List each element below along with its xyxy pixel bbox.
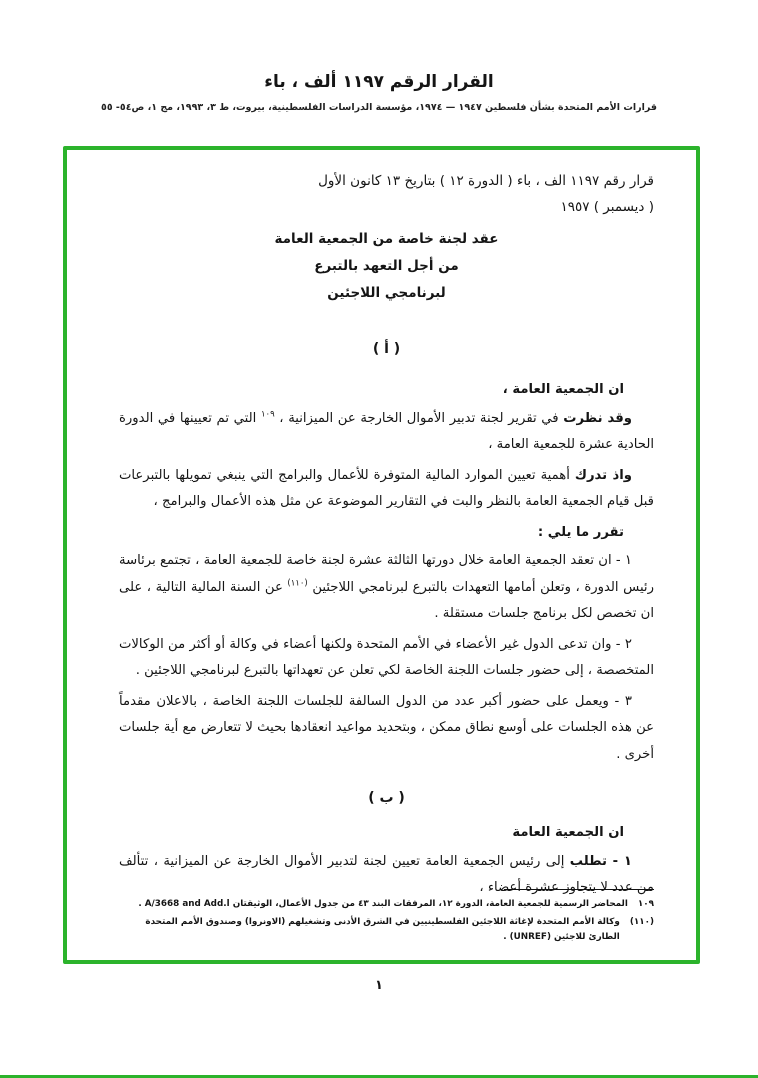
- resolution-subject-line1: عقد لجنة خاصة من الجمعية العامة: [274, 231, 499, 247]
- resolution-subject-line3: لبرنامجي اللاجئين: [327, 285, 446, 301]
- page-number: ١: [375, 978, 383, 993]
- document-header: [0, 0, 758, 113]
- resolution-heading-line1: قرار رقم ١١٩٧ الف ، باء ( الدورة ١٢ ) بتاريخ ١٣ كانون الأول: [318, 173, 654, 189]
- page-title: القرار الرقم ١١٩٧ ألف ، باء: [264, 72, 494, 92]
- resolution-frame: [63, 146, 700, 964]
- footnote-110: [119, 915, 654, 944]
- item-text: إلى رئيس الجمعية العامة تعيين لجنة لتدبير الأموال الخارجة عن الميزانية ، تتألف من عدد لا يتجاوز عشرة أعضاء ،: [119, 853, 654, 895]
- resolution-heading: [119, 168, 654, 220]
- item-lead: ١ - تطلب: [569, 853, 632, 869]
- section-a-paragraph-1: [119, 406, 654, 459]
- paragraph-text: في تقرير لجنة تدبير الأموال الخارجة عن الميزانية ،: [279, 410, 559, 426]
- item-text: عن السنة المالية التالية ، على ان تخصص لكل برنامج جلسات مستقلة .: [119, 579, 654, 621]
- footnote-text: وكالة الأمم المتحدة لإغاثة اللاجئين الفلسطينيين في الشرق الأدنى وتشغيلهم (الاونروا) وصندوق الأمم المتحدة الطارئ للاجئين (UNREF) .: [145, 917, 620, 942]
- footnote-ref-109: ١٠٩: [260, 409, 275, 420]
- paragraph-lead: واذ تدرك: [574, 467, 632, 483]
- section-b-label: ( ب ): [368, 790, 405, 806]
- footnotes-section: [119, 889, 654, 949]
- footnote-text: المحاضر الرسمية للجمعية العامة، الدورة ١٢، المرفقات البند ٤٣ من جدول الأعمال، الوثيقتان A/3668 and Add.l .: [138, 898, 628, 909]
- section-b-intro: ان الجمعية العامة: [512, 825, 624, 840]
- paragraph-text: أهمية تعيين الموارد المالية المتوفرة للأعمال والبرامج التي ينبغي تمويلها بالتبرعات قبل قيام الجمعية العامة بالنظر والبت في التقارير الموضوعة عن مثل هذه الأعمال والبرامج ،: [119, 467, 654, 509]
- section-a-item-1: [119, 548, 654, 628]
- section-a-item-2: ٢ - وان تدعى الدول غير الأعضاء في الأمم المتحدة ولكنها أعضاء في وكالة أو أكثر من الوكالات المتخصصة ، إلى حضور جلسات اللجنة الخاصة لكي تعلن عن تعهداتها بالتبرع لبرنامجي اللاجئين .: [119, 636, 654, 678]
- resolution-heading-line2: ( ديسمبر ) ١٩٥٧: [560, 199, 654, 215]
- footnote-ref-110: (١١٠): [287, 578, 308, 589]
- source-citation: قرارات الأمم المتحدة بشأن فلسطين ١٩٤٧ — ١٩٧٤، مؤسسة الدراسات الفلسطينية، بيروت، ط ٣، ١٩٩٣، مج ١، ص٥٤- ٥٥: [101, 102, 657, 113]
- section-a-label: ( أ ): [372, 341, 401, 357]
- section-a-decide: تقرر ما يلي :: [537, 524, 624, 540]
- footnote-109: [119, 897, 654, 912]
- footnote-divider: [504, 889, 654, 890]
- section-a-paragraph-2: [119, 463, 654, 516]
- paragraph-text: التي تم تعيينها في الدورة الحادية عشرة للجمعية العامة ،: [119, 410, 654, 452]
- footnote-number: (١١٠): [629, 917, 654, 927]
- footnote-number: ١٠٩: [637, 898, 654, 909]
- section-a-body: [119, 377, 654, 768]
- section-a-intro: ان الجمعية العامة ،: [502, 382, 624, 397]
- paragraph-lead: وقد نظرت: [563, 410, 633, 426]
- item-text: ١ - ان تعقد الجمعية العامة خلال دورتها الثالثة عشرة لجنة خاصة للجمعية العامة ، تجتمع برئاسة رئيس الدورة ، وتعلن أمامها التعهدات بالتبرع لبرنامجي اللاجئين: [119, 553, 654, 595]
- section-a-item-3: ٣ - ويعمل على حضور أكبر عدد من الدول السالفة للجلسات اللجنة الخاصة ، بالاعلان مقدماً عن هذه الجلسات على أوسع نطاق ممكن ، وبتحديد مواعيد انعقادها بحيث لا تتعارض مع أية جلسات أخرى .: [119, 693, 654, 762]
- resolution-subject-line2: من أجل التعهد بالتبرع: [314, 258, 459, 274]
